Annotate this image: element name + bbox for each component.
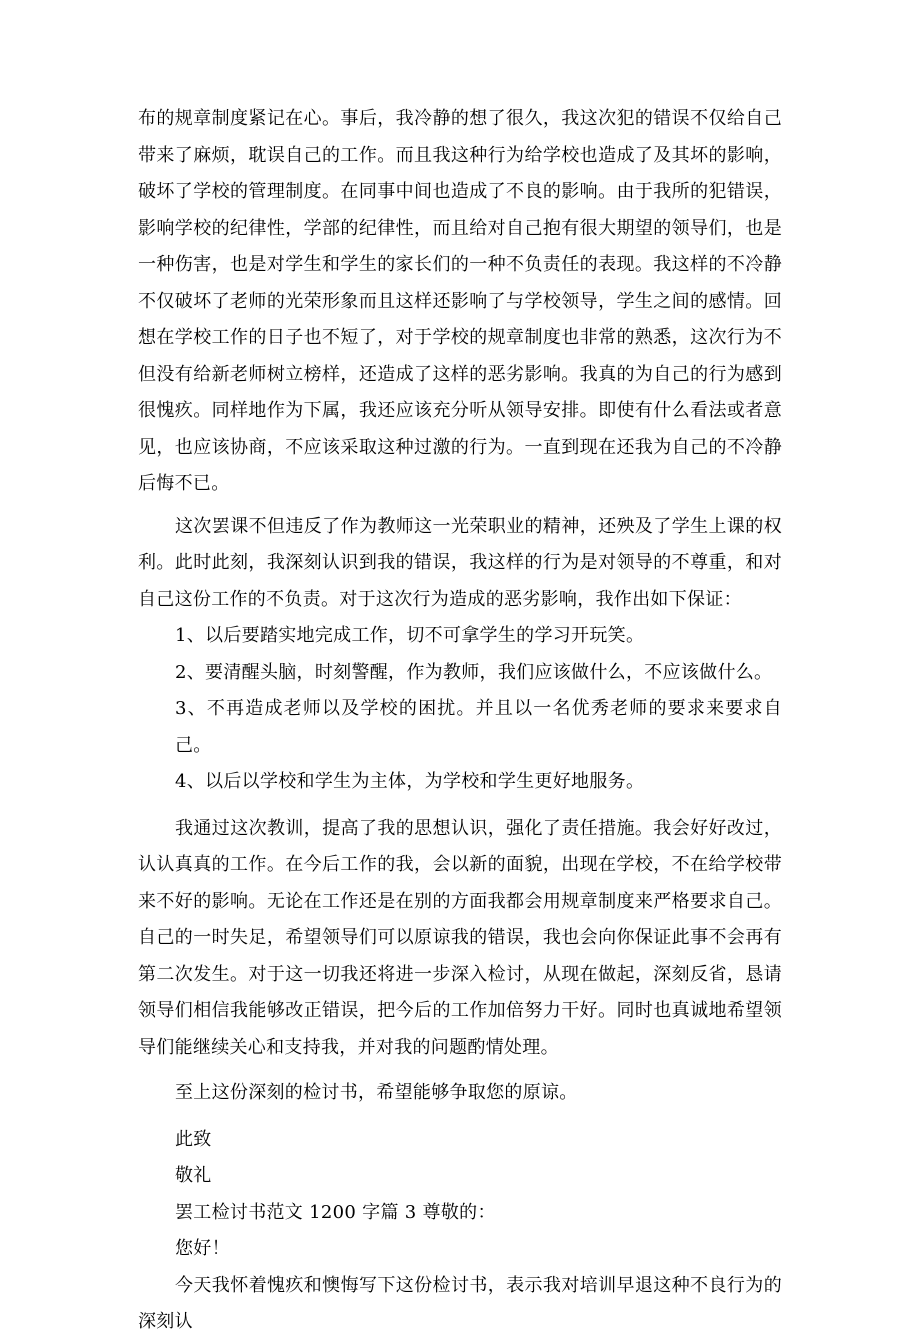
greeting-line: 您好！ [175,1238,230,1259]
paragraph-strike-reflection: 这次罢课不但违反了作为教师这一光荣职业的精神，还殃及了学生上课的权利。此时此刻，我深刻认识到我的错误，我这样的行为是对领导的不尊重，和对自己这份工作的不负责。对于这次行为造成的恶劣影响，我作出如下保证： [138,515,782,610]
list-item-2: 2、要清醒头脑，时刻警醒，作为教师，我们应该做什么，不应该做什么。 [175,661,773,683]
paragraph-continuation: 布的规章制度紧记在心。事后，我冷静的想了很久，我这次犯的错误不仅给自己带来了麻烦，耽误自己的工作。而且我这种行为给学校也造成了及其坏的影响，破坏了学校的管理制度。在同事中间也造成了不良的影响。由于我所的犯错误，影响学校的纪律性，学部的纪律性，而且给对自己抱有很大期望的领导们，也是一种伤害，也是对学生和学生的家长们的一种不负责任的表现。我这样的不冷静不仅破坏了老师的光荣形象而且这样还影响了与学校领导，学生之间的感情。回想在学校工作的日子也不短了，对于学校的规章制度也非常的熟悉，这次行为不但没有给新老师树立榜样，还造成了这样的恶劣影响。我真的为自己的行为感到很愧疚。同样地作为下属，我还应该充分听从领导安排。即使有什么看法或者意见，也应该协商，不应该采取这种过激的行为。一直到现在还我为自己的不冷静后悔不已。 [138,108,782,494]
paragraph-new-letter: 今天我怀着愧疚和懊悔写下这份检讨书，表示我对培训早退这种不良行为的深刻认 [138,1274,782,1332]
list-item-1: 1、以后要踏实地完成工作，切不可拿学生的学习开玩笑。 [175,625,645,646]
paragraph-submission: 至上这份深刻的检讨书，希望能够争取您的原谅。 [175,1082,578,1103]
salutation-jingli: 敬礼 [175,1165,212,1186]
list-item-4: 4、以后以学校和学生为主体，为学校和学生更好地服务。 [175,771,645,792]
salutation-cizhi: 此致 [175,1128,212,1150]
list-item-3: 3、不再造成老师以及学校的困扰。并且以一名优秀老师的要求来要求自己。 [175,698,782,756]
paragraph-lesson: 我通过这次教训，提高了我的思想认识，强化了责任措施。我会好好改过，认认真真的工作。在今后工作的我，会以新的面貌，出现在学校，不在给学校带来不好的影响。无论在工作还是在别的方面我都会用规章制度来严格要求自己。自己的一时失足，希望领导们可以原谅我的错误，我也会向你保证此事不会再有第二次发生。对于这一切我还将进一步深入检讨，从现在做起，深刻反省，恳请领导们相信我能够改正错误，把今后的工作加倍努力干好。同时也真诚地希望领导们能继续关心和支持我，并对我的问题酌情处理。 [138,817,782,1058]
section-heading: 罢工检讨书范文 1200 字篇 3 尊敬的： [175,1201,496,1223]
document-body [138,101,782,1341]
